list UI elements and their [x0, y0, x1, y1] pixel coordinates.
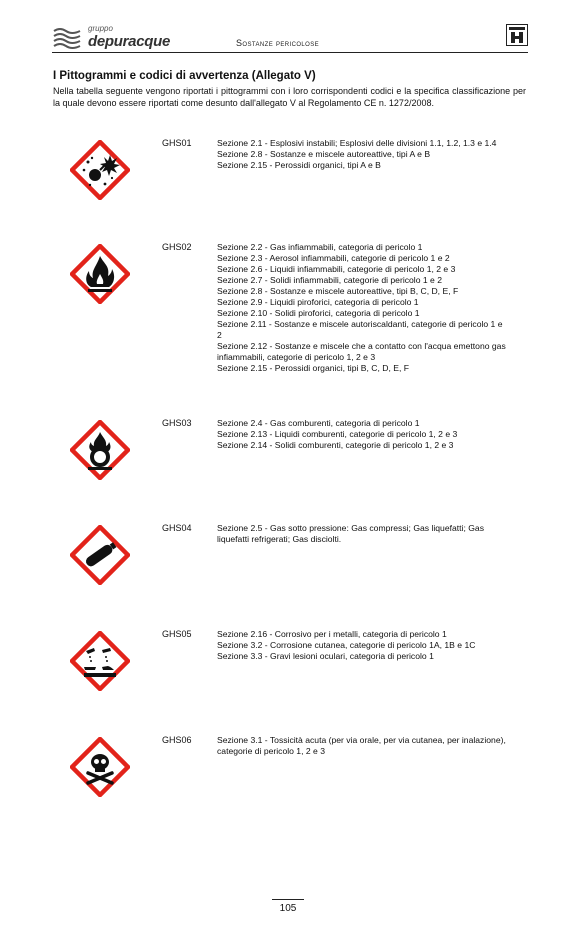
- intro-paragraph: Nella tabella seguente vengono riportati i pittogrammi con i loro corrispondenti codici e la specifica classificazione per la quale devono essere riportati come desunto dall'allegato V al Regolamento CE n. 1272/2008.: [53, 86, 526, 108]
- ghs-description: [217, 418, 507, 451]
- description-line: Sezione 3.3 - Gravi lesioni oculari, categoria di pericolo 1: [217, 651, 434, 661]
- description-line: Sezione 2.6 - Liquidi infiammabili, categorie di pericolo 1, 2 e 3: [217, 264, 456, 274]
- flame-over-circle-icon: [70, 420, 130, 480]
- ghs-code: GHS05: [162, 629, 192, 639]
- ghs-code: GHS03: [162, 418, 192, 428]
- ghs-code: GHS02: [162, 242, 192, 252]
- description-line: Sezione 2.16 - Corrosivo per i metalli, categoria di pericolo 1: [217, 629, 447, 639]
- description-line: Sezione 2.13 - Liquidi comburenti, categorie di pericolo 1, 2 e 3: [217, 429, 458, 439]
- ghs-description: [217, 523, 507, 545]
- description-line: Sezione 2.15 - Perossidi organici, tipi B, C, D, E, F: [217, 363, 410, 373]
- manual-corner-icon: [506, 24, 528, 46]
- page-number: 105: [279, 903, 297, 914]
- description-line: Sezione 2.9 - Liquidi piroforici, categoria di pericolo 1: [217, 297, 419, 307]
- section-title: I Pittogrammi e codici di avvertenza (Allegato V): [53, 70, 316, 82]
- ghs-description: [217, 735, 507, 757]
- header-rule: [52, 52, 528, 53]
- description-line: Sezione 2.5 - Gas sotto pressione: Gas compressi; Gas liquefatti; Gas liquefatti refrigerati; Gas disciolti.: [217, 523, 485, 544]
- description-line: Sezione 3.1 - Tossicità acuta (per via orale, per via cutanea, per inalazione), categorie di pericolo 1, 2 e 3: [217, 735, 506, 756]
- page-header: [52, 22, 528, 54]
- brand-small: gruppo: [88, 24, 113, 33]
- ghs-code: GHS06: [162, 735, 192, 745]
- description-line: Sezione 2.7 - Solidi infiammabili, categorie di pericolo 1 e 2: [217, 275, 442, 285]
- description-line: Sezione 2.4 - Gas comburenti, categoria di pericolo 1: [217, 418, 420, 428]
- description-line: Sezione 2.11 - Sostanze e miscele autoriscaldanti, categorie di pericolo 1 e 2: [217, 319, 503, 340]
- description-line: Sezione 2.8 - Sostanze e miscele autoreattive, tipi B, C, D, E, F: [217, 286, 459, 296]
- description-line: Sezione 2.15 - Perossidi organici, tipi A e B: [217, 160, 381, 170]
- exploding-bomb-icon: [70, 140, 130, 200]
- brand-name: depuracque: [88, 33, 171, 50]
- ghs-code: GHS01: [162, 138, 192, 148]
- corrosion-icon: [70, 631, 130, 691]
- waves-logo-icon: [52, 26, 84, 50]
- description-line: Sezione 2.1 - Esplosivi instabili; Esplosivi delle divisioni 1.1, 1.2, 1.3 e 1.4: [217, 138, 497, 148]
- description-line: Sezione 2.14 - Solidi comburenti, categorie di pericolo 1, 2 e 3: [217, 440, 454, 450]
- ghs-description: [217, 242, 507, 374]
- description-line: Sezione 3.2 - Corrosione cutanea, categorie di pericolo 1A, 1B e 1C: [217, 640, 476, 650]
- header-title: Sostanze pericolose: [236, 38, 320, 48]
- footer-rule: [272, 899, 304, 900]
- ghs-description: [217, 138, 507, 171]
- flame-icon: [70, 244, 130, 304]
- brand-logo: [52, 24, 192, 52]
- description-line: Sezione 2.8 - Sostanze e miscele autoreattive, tipi A e B: [217, 149, 431, 159]
- description-line: Sezione 2.12 - Sostanze e miscele che a contatto con l'acqua emettono gas infiammabili, categorie di pericolo 1, 2 e 3: [217, 341, 506, 362]
- description-line: Sezione 2.3 - Aerosol infiammabili, categorie di pericolo 1 e 2: [217, 253, 450, 263]
- description-line: Sezione 2.10 - Solidi piroforici, categoria di pericolo 1: [217, 308, 420, 318]
- description-line: Sezione 2.2 - Gas infiammabili, categoria di pericolo 1: [217, 242, 423, 252]
- gas-cylinder-icon: [70, 525, 130, 585]
- ghs-description: [217, 629, 507, 662]
- ghs-code: GHS04: [162, 523, 192, 533]
- skull-crossbones-icon: [70, 737, 130, 797]
